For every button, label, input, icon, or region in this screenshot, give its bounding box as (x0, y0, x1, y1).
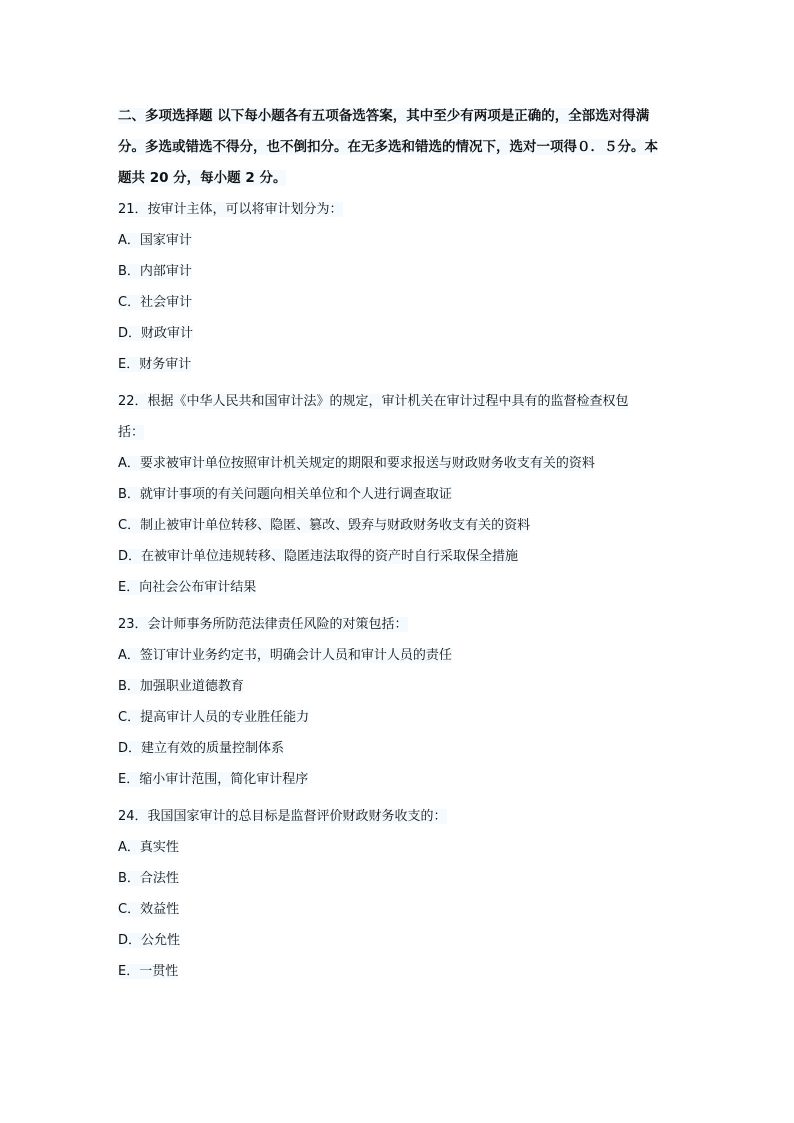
answer-option: E．缩小审计范围，简化审计程序 (118, 772, 309, 787)
answer-option: A．真实性 (118, 840, 179, 855)
question-block (118, 194, 688, 380)
answer-option: D．公允性 (118, 933, 181, 948)
answer-option: B．就审计事项的有关问题向相关单位和个人进行调查取证 (118, 487, 452, 502)
answer-option: C．社会审计 (118, 295, 193, 310)
section-header (118, 101, 688, 194)
answer-option: C．效益性 (118, 902, 180, 917)
answer-option: D．在被审计单位违规转移、隐匿违法取得的资产时自行采取保全措施 (118, 549, 519, 564)
question-stem: 23．会计师事务所防范法律责任风险的对策包括： (118, 617, 408, 632)
document-content (118, 101, 688, 987)
answer-option: C．制止被审计单位转移、隐匿、篡改、毁弃与财政财务收支有关的资料 (118, 518, 531, 533)
header-line: 二、多项选择题 以下每小题各有五项备选答案，其中至少有两项是正确的，全部选对得满 (118, 108, 650, 124)
answer-option: A．要求被审计单位按照审计机关规定的期限和要求报送与财政财务收支有关的资料 (118, 456, 595, 471)
question-stem: 21．按审计主体，可以将审计划分为： (118, 202, 343, 217)
answer-option: D．财政审计 (118, 326, 194, 341)
answer-option: A．国家审计 (118, 233, 192, 248)
answer-option: B．内部审计 (118, 264, 192, 279)
question-block (118, 801, 688, 987)
header-line: 分。多选或错选不得分，也不倒扣分。在无多选和错选的情况下，选对一项得０．５分。本 (118, 139, 658, 155)
answer-option: B．加强职业道德教育 (118, 679, 244, 694)
header-line: 题共 20 分，每小题 2 分。 (118, 170, 287, 186)
answer-option: E．财务审计 (118, 357, 192, 372)
answer-option: A．签订审计业务约定书，明确会计人员和审计人员的责任 (118, 648, 452, 663)
question-block (118, 609, 688, 795)
answer-option: C．提高审计人员的专业胜任能力 (118, 710, 310, 725)
answer-option: E．一贯性 (118, 964, 179, 979)
question-stem: 括： (118, 425, 145, 440)
answer-option: D．建立有效的质量控制体系 (118, 741, 285, 756)
question-block (118, 386, 688, 603)
answer-option: E．向社会公布审计结果 (118, 580, 257, 595)
question-stem: 22．根据《中华人民共和国审计法》的规定，审计机关在审计过程中具有的监督检查权包 (118, 394, 629, 409)
question-stem: 24．我国国家审计的总目标是监督评价财政财务收支的： (118, 809, 447, 824)
answer-option: B．合法性 (118, 871, 179, 886)
